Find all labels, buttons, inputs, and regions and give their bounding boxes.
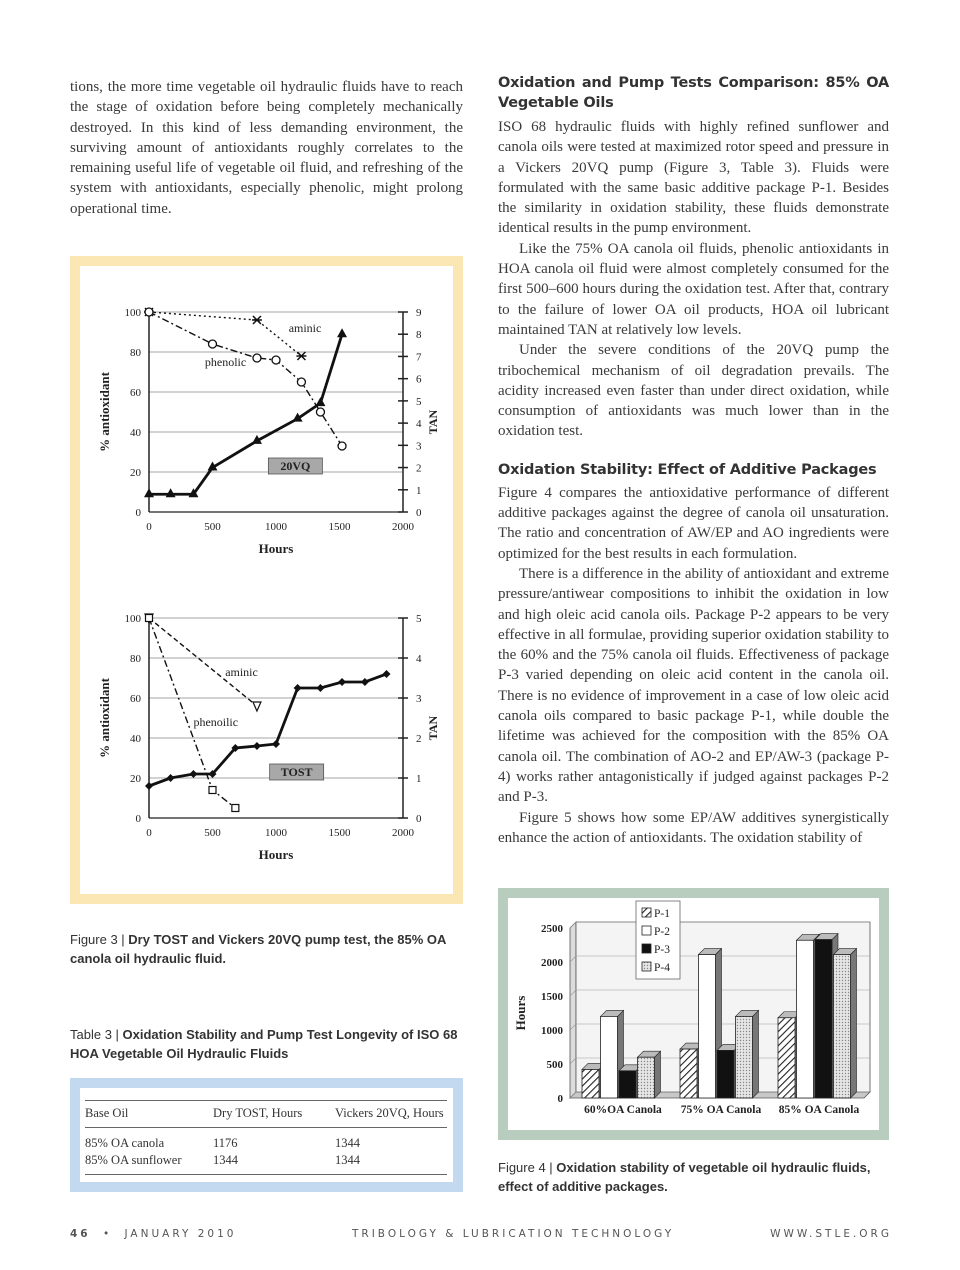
bar-side-P-4 <box>655 1051 661 1098</box>
table-cell: 1344 <box>335 1153 360 1167</box>
y-tick-label: 2500 <box>541 923 563 935</box>
y-tick-label: 20 <box>130 773 141 785</box>
table-3-panel <box>80 1088 453 1182</box>
table-cell: 85% OA sunflower <box>85 1153 182 1167</box>
data-point-aminic <box>296 352 306 360</box>
table-3-caption <box>70 1025 463 1063</box>
data-point-TAN <box>361 678 369 686</box>
legend-swatch-P-2 <box>642 926 651 935</box>
data-point-aminic <box>252 316 262 324</box>
section-1-paragraph: ISO 68 hydraulic fluids with highly refined sunflower and canola oils were tested at maximized rotor speed and pressure in a Vickers 20VQ pump (Figure 3, Table 3). Fluids were formulated with the same basic additive package P-1. Besides the similarity in oxidation stability, these fluids demonstrate identical results in the pump environment. <box>498 119 889 237</box>
data-point-TAN <box>337 328 347 337</box>
data-point-TAN <box>167 774 175 782</box>
series-label-phenolic: phenolic <box>204 355 247 369</box>
y2-tick-label: 1 <box>416 484 422 497</box>
legend-swatch-P-3 <box>642 944 651 953</box>
figure-3-charts <box>80 266 453 894</box>
footer-date: JANUARY 2010 <box>124 1228 237 1240</box>
data-point-phenoilic <box>232 805 239 812</box>
figure-4-caption-text: Oxidation stability of vegetable oil hydraulic fluids, effect of additive packages. <box>498 1160 871 1194</box>
bar-side-P-4 <box>753 1010 759 1098</box>
y-tick-label: 60 <box>130 387 141 399</box>
figure-3-frame <box>70 256 463 904</box>
bar-P-4 <box>638 1057 655 1098</box>
data-point-TAN <box>382 670 390 678</box>
bar-P-3 <box>717 1050 734 1098</box>
x-tick-label: 1500 <box>328 827 351 839</box>
x-axis-label: Hours <box>258 541 294 556</box>
y-tick-label: 80 <box>130 347 141 359</box>
y2-tick-label: 5 <box>416 395 422 408</box>
y-tick-label: 2000 <box>541 957 563 969</box>
data-point-phenolic <box>209 340 217 348</box>
annotation-label: 20VQ <box>280 459 311 473</box>
y2-axis-label: TAN <box>426 409 440 435</box>
bar-P-4 <box>834 955 851 1098</box>
bar-P-2 <box>797 940 814 1098</box>
footer-left <box>70 1228 236 1240</box>
figure-4-frame <box>498 888 889 1140</box>
y2-tick-label: 0 <box>416 507 422 519</box>
table-3-header-cell: Base Oil <box>85 1106 129 1120</box>
figure-3-caption <box>70 930 463 968</box>
table-3-header-cell: Vickers 20VQ, Hours <box>335 1106 444 1120</box>
x-tick-label: 0 <box>146 827 152 839</box>
footer-bullet: • <box>102 1228 113 1240</box>
y2-tick-label: 4 <box>416 653 422 665</box>
section-1-heading: Oxidation and Pump Tests Comparison: 85% OA Vegetable Oils <box>498 75 889 111</box>
x-tick-label: 1000 <box>265 521 287 533</box>
y2-tick-label: 3 <box>416 440 422 453</box>
y-tick-label: 1000 <box>541 1025 563 1037</box>
annotation-label: TOST <box>280 765 313 779</box>
data-point-TAN <box>272 740 280 748</box>
figure-4-chart <box>508 898 879 1130</box>
y2-tick-label: 4 <box>416 418 422 431</box>
y-axis-label: % antioxidant <box>97 678 112 758</box>
bar-P-2 <box>699 955 716 1098</box>
data-point-aminic <box>253 702 261 711</box>
x-tick-label: 2000 <box>392 827 414 839</box>
table-row <box>85 1151 447 1175</box>
series-line-TAN <box>149 674 386 786</box>
y2-tick-label: 8 <box>416 329 422 342</box>
data-point-TAN <box>338 678 346 686</box>
table-row <box>85 1128 447 1152</box>
legend-label: P-3 <box>654 944 670 956</box>
y2-tick-label: 7 <box>416 351 422 364</box>
y-tick-label: 40 <box>130 733 141 745</box>
figure-4-caption <box>498 1158 889 1196</box>
y2-tick-label: 2 <box>416 462 422 475</box>
table-cell: 1344 <box>335 1136 360 1150</box>
y-tick-label: 1500 <box>541 991 563 1003</box>
page-number: 46 <box>70 1228 91 1240</box>
y-tick-label: 100 <box>124 307 141 319</box>
x-category-label: 75% OA Canola <box>680 1104 762 1116</box>
table-cell: 1176 <box>213 1136 238 1150</box>
data-point-TAN <box>189 770 197 778</box>
x-tick-label: 0 <box>146 521 152 533</box>
left-paragraph-text: tions, the more time vegetable oil hydraulic fluids have to reach the stage of oxidation before being completely mechanically destroyed. In this kind of less demanding environment, the surviving amount of antioxidants roughly correlates to the remaining useful life of vegetable oil fluid, and refreshing of the system with antioxidants, especially phenolic, might prolong operational time. <box>70 79 463 217</box>
y2-tick-label: 6 <box>416 373 422 386</box>
x-axis-label: Hours <box>258 847 294 862</box>
data-point-phenolic <box>297 378 305 386</box>
series-line-phenoilic <box>149 618 235 808</box>
table-3-frame <box>70 1078 463 1192</box>
legend-label: P-4 <box>654 962 670 974</box>
x-tick-label: 500 <box>204 521 221 533</box>
figure-4-caption-label: Figure 4 | <box>498 1160 557 1175</box>
bar-P-3 <box>619 1071 636 1098</box>
data-point-phenoilic <box>146 615 153 622</box>
data-point-phenolic <box>316 408 324 416</box>
table-3-header-row <box>85 1101 447 1128</box>
table-3 <box>85 1100 447 1175</box>
data-point-TAN <box>145 782 153 790</box>
section-2-heading: Oxidation Stability: Effect of Additive Packages <box>498 461 877 478</box>
data-point-phenolic <box>145 308 153 316</box>
data-point-TAN <box>294 684 302 692</box>
y2-axis-label: TAN <box>426 715 440 741</box>
chart-side-wall <box>570 922 576 1098</box>
series-label-aminic: aminic <box>225 665 258 679</box>
line-chart-2 <box>97 613 440 862</box>
y2-tick-label: 5 <box>416 613 422 625</box>
bar-chart <box>513 901 870 1116</box>
series-line-aminic <box>149 312 301 356</box>
y-tick-label: 0 <box>135 813 141 825</box>
bar-P-1 <box>680 1049 697 1098</box>
y2-tick-label: 0 <box>416 813 422 825</box>
y-tick-label: 80 <box>130 653 141 665</box>
x-tick-label: 1500 <box>328 521 351 533</box>
footer-url: WWW.STLE.ORG <box>770 1228 892 1240</box>
y2-tick-label: 1 <box>416 773 422 785</box>
table-cell: 85% OA canola <box>85 1136 165 1150</box>
bar-side-P-4 <box>851 949 857 1098</box>
data-point-TAN <box>166 488 176 497</box>
legend-label: P-2 <box>654 926 670 938</box>
figure-3-caption-text: Dry TOST and Vickers 20VQ pump test, the 85% OA canola oil hydraulic fluid. <box>70 932 446 966</box>
y-tick-label: 0 <box>557 1093 563 1105</box>
legend <box>636 901 680 979</box>
x-category-label: 85% OA Canola <box>778 1104 860 1116</box>
y-axis-label: % antioxidant <box>97 372 112 452</box>
y-tick-label: 100 <box>124 613 141 625</box>
x-category-label: 60%OA Canola <box>584 1104 662 1116</box>
bar-P-3 <box>815 940 832 1098</box>
figure-3-panel <box>80 266 453 894</box>
left-paragraph <box>70 77 463 219</box>
table-3-caption-label: Table 3 | <box>70 1027 123 1042</box>
section-2-paragraph: Figure 5 shows how some EP/AW additives synergistically enhance the action of antioxidants. The oxidation stability of <box>498 809 889 846</box>
bar-P-1 <box>582 1069 599 1098</box>
line-chart-1 <box>97 307 440 556</box>
footer-journal: TRIBOLOGY & LUBRICATION TECHNOLOGY <box>352 1228 675 1240</box>
legend-swatch-P-1 <box>642 908 651 917</box>
bar-P-4 <box>736 1016 753 1098</box>
figure-3-caption-label: Figure 3 | <box>70 932 129 947</box>
data-point-phenolic <box>338 442 346 450</box>
bar-P-2 <box>601 1016 618 1098</box>
data-point-TAN <box>253 742 261 750</box>
y2-tick-label: 2 <box>416 733 422 745</box>
data-point-phenolic <box>272 356 280 364</box>
right-column-text <box>498 73 889 848</box>
data-point-TAN <box>315 397 325 406</box>
section-1-paragraph: Like the 75% OA canola oil fluids, phenolic antioxidants in HOA canola oil fluid were almost completely consumed for the first 500–600 hours during the oxidation test. After that, contrary to the failure of lower OA oil products, HOA oil lubricant maintained TAN at relatively low levels. <box>498 240 889 338</box>
y-tick-label: 0 <box>135 507 141 519</box>
section-2-paragraph: There is a difference in the ability of antioxidant and extreme pressure/antiwear compositions to inhibit the oxidation in low and high oleic acid canola oils. Package P-2 appears to be very effective in all formulae, providing superior oxidation stability to the 60% and the 75% canola oil fluids. Effectiveness of package P-3 varied depending on oleic acid content in the canola oil. There is no evidence of improvement in a case of low oleic acid canola oils compared to basic package P-1, while double the lifetime was achieved for the composition with the 85% OA canola oil. The combination of AO-2 and EP/AW-3 (package P-4) works rather antagonistically if judged against packages P-2 and P-3. <box>498 565 889 806</box>
y-tick-label: 40 <box>130 427 141 439</box>
x-tick-label: 2000 <box>392 521 414 533</box>
data-point-TAN <box>144 488 154 497</box>
section-2-paragraph: Figure 4 compares the antioxidative performance of different additive packages against the degree of canola oil unsaturation. The ratio and concentration of AW/EP and AO ingredients were optimized for the best results in each formulation. <box>498 484 889 562</box>
data-point-phenolic <box>253 354 261 362</box>
series-label-aminic: aminic <box>288 321 322 335</box>
section-1-paragraph: Under the severe conditions of the 20VQ pump the tribochemical mechanism of oil degradation prevails. The acidity increased even faster than under direct oxidation, while consumption of antioxidants was much lower than in the oxidation test. <box>498 342 889 440</box>
y2-tick-label: 3 <box>416 693 422 705</box>
table-3-header-cell: Dry TOST, Hours <box>213 1106 303 1120</box>
x-tick-label: 1000 <box>265 827 287 839</box>
legend-label: P-1 <box>654 908 670 920</box>
x-tick-label: 500 <box>204 827 221 839</box>
y-axis-label: Hours <box>513 995 528 1031</box>
y-tick-label: 20 <box>130 467 141 479</box>
legend-swatch-P-4 <box>642 962 651 971</box>
table-3-caption-text: Oxidation Stability and Pump Test Longevity of ISO 68 HOA Vegetable Oil Hydraulic Fluids <box>70 1027 458 1061</box>
data-point-TAN <box>316 684 324 692</box>
series-label-phenoilic: phenoilic <box>193 715 239 729</box>
data-point-phenoilic <box>209 787 216 794</box>
figure-4-panel <box>508 898 879 1130</box>
table-cell: 1344 <box>213 1153 238 1167</box>
y-tick-label: 500 <box>546 1059 563 1071</box>
y2-tick-label: 9 <box>416 307 422 319</box>
y-tick-label: 60 <box>130 693 141 705</box>
bar-P-1 <box>778 1018 795 1098</box>
